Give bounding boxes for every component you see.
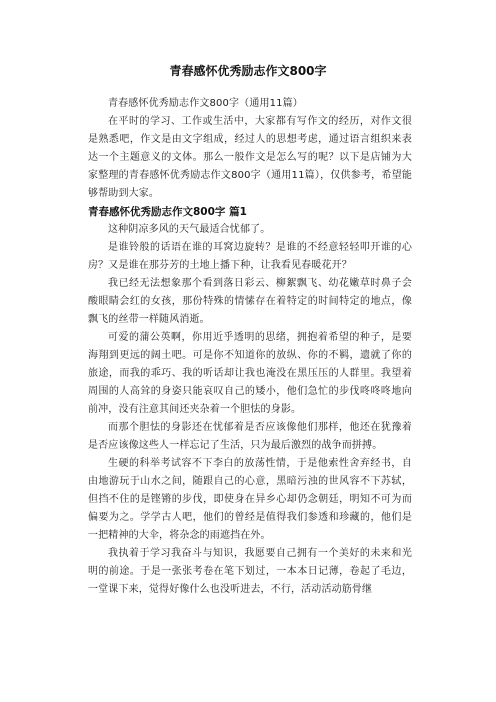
intro-paragraph: 在平时的学习、工作或生活中，大家都有写作文的经历，对作文很是熟悉吧，作文是由文字组成，经过人的思想考虑，通过语言组织来表达一个主题意义的文体。那么一般作文是怎么写的呢？以下是店铺为大家整理的青春感怀优秀励志作文800字（通用11篇），仅供参考，希望能够帮助到大家。 xyxy=(88,116,412,199)
paragraph: 是谁铃般的话语在谁的耳窝边旋转？是谁的不经意轻轻叩开谁的心房？又是谁在那芬芳的土地上播下种，让我看见春暖花开？ xyxy=(88,242,412,271)
section-heading: 青春感怀优秀励志作文800字 篇1 xyxy=(88,206,247,218)
paragraph: 生硬的科举考试容不下李白的放荡性情，于是他索性舍弃经书，自由地游玩于山水之间，随跟自己的心意，黑暗污浊的世风容不下苏轼，但挡不住的是铿锵的步伐，即使身在异乡心却仍念朝廷，明知不可为而偏要为之。学学古人吧，他们的曾经是值得我们参透和珍藏的，他们是一把精神的大伞，将杂念的雨遮挡在外。 xyxy=(88,458,412,541)
paragraph: 这种阴凉多风的天气最适合忧郁了。 xyxy=(108,224,271,235)
paragraph: 而那个胆怯的身影还在忧郁着是否应该像他们那样，他还在犹豫着是否应该像这些人一样忘记了生活，只为最后激烈的战争而拼搏。 xyxy=(88,422,412,451)
paragraph: 可爱的蒲公英啊，你用近乎透明的思绪，拥抱着希望的种子，是要海翔到更远的阔土吧。可是你不知道你的放纵、你的不羁，遗就了你的旅途，而我的乖巧、我的听话却让我也淹没在黑压压的人群里。我望着周围的人高耸的身姿只能哀叹自己的矮小，他们急忙的步伐咚咚咚地向前冲，没有注意其间还夹杂着一个胆怯的身影。 xyxy=(88,332,412,415)
intro-line: 青春感怀优秀励志作文800字（通用11篇） xyxy=(108,98,303,109)
paragraph: 我已经无法想象那个看到落日彩云、柳絮飘飞、幼花嫩草时鼻子会酸眼睛会红的女孩，那份特殊的情愫存在着特定的时间特定的地点，像飘飞的丝带一样随风消逝。 xyxy=(88,278,412,325)
document-body xyxy=(88,95,412,599)
paragraph: 我执着于学习我奋斗与知识，我愿要自己拥有一个美好的未来和光明的前途。于是一张张考卷在笔下划过，一本本日记薄，卷起了毛边，一堂课下来，觉得好像什么也没听进去，不行，活动活动筋骨继 xyxy=(88,548,412,595)
section-paragraphs xyxy=(88,221,412,599)
document-title: 青春感怀优秀励志作文800字 xyxy=(169,64,327,78)
